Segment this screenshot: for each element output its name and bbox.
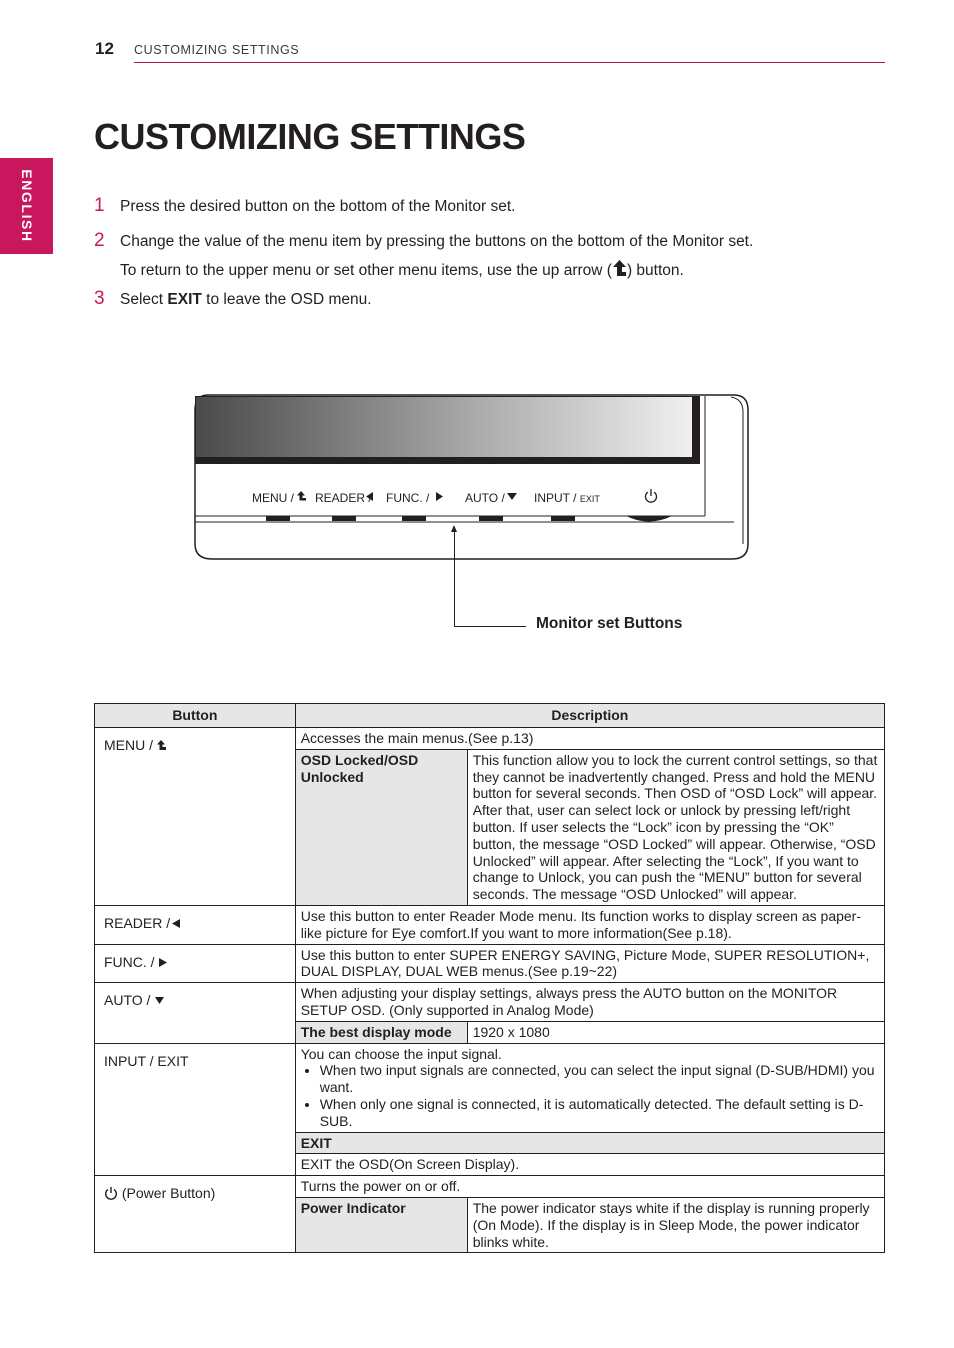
table-row [95,1043,885,1132]
down-triangle-icon [154,995,165,1006]
bezel-menu-label: MENU / [252,491,295,505]
osd-lock-description: This function allow you to lock the current control settings, so that they cannot be inadvertently changed. Press and hold the MENU button for several seconds. Then OSD of “OSD Lock” will appear. After that, user can select lock or unlock by pressing left/right button. If user selects the “Lock” icon by pressing the “OK” button, the message “OSD Locked” will appear. Otherwise, “OSD Unlocked” will appear. After selecting the “Lock”, If you want to change to Unlock, you can push the “MENU” button for several seconds. The message “OSD Unlocked” will appear. [467,749,884,905]
step-3-number: 3 [94,288,105,309]
reader-button-nub [332,516,356,521]
auto-button-nub [479,516,503,521]
header-rule [134,62,885,63]
power-button-cell: (Power Button) [95,1176,296,1253]
menu-button-cell: MENU / [95,728,296,906]
bezel-func-label: FUNC. / [386,491,430,505]
list-item: • When only one signal is connected, it is automatically detected. The default setting is D-SUB. [320,1096,879,1130]
step-1-text: Press the desired button on the bottom of the Monitor set. [120,198,516,215]
callout-line-horizontal [454,626,526,627]
callout-label: Monitor set Buttons [536,615,683,632]
table-row [95,905,885,944]
menu-description: Accesses the main menus.(See p.13) [295,728,884,750]
up-arrow-icon [157,740,167,751]
button-description-table [94,703,885,1253]
menu-button-nub [266,516,290,521]
table-header-description: Description [295,704,884,728]
auto-button-cell: AUTO / [95,983,296,1043]
table-row [95,944,885,983]
page-title: CUSTOMIZING SETTINGS [94,116,526,157]
power-indicator-description: The power indicator stays white if the display is running properly (On Mode). If the display is in Sleep Mode, the power indicator blinks white. [467,1197,884,1252]
reader-button-cell: READER / [95,905,296,944]
func-button-cell: FUNC. / [95,944,296,983]
left-triangle-icon [170,918,181,929]
bezel-reader-label: READER / [315,491,372,505]
running-header: CUSTOMIZING SETTINGS [134,43,300,57]
page-number: 12 [95,39,114,58]
step-2-text: Change the value of the menu item by pressing the buttons on the bottom of the Monitor set. [120,233,754,250]
step-1-number: 1 [94,195,105,216]
input-button-nub [551,516,575,521]
table-row [95,1176,885,1198]
callout-line [454,527,455,626]
table-header-button: Button [95,704,296,728]
best-display-mode-value: 1920 x 1080 [467,1021,884,1043]
exit-description: EXIT the OSD(On Screen Display). [295,1154,884,1176]
step-2-number: 2 [94,230,105,251]
language-tab-label: ENGLISH [19,169,35,243]
table-row [95,728,885,750]
func-description: Use this button to enter SUPER ENERGY SAVING, Picture Mode, SUPER RESOLUTION+, DUAL DISPLAY, DUAL WEB menus.(See p.19~22) [295,944,884,983]
up-arrow-icon [612,259,627,277]
exit-label: EXIT [295,1132,884,1154]
reader-description: Use this button to enter Reader Mode menu. Its function works to display screen as paper-like picture for Eye comfort.If you want to more information(See p.18). [295,905,884,944]
func-button-nub [402,516,426,521]
monitor-illustration [194,394,750,562]
step-2-note: To return to the upper menu or set other menu items, use the up arrow ( ) button. [120,259,684,280]
list-item: • When two input signals are connected, you can select the input signal (D-SUB/HDMI) you want. [320,1062,879,1096]
osd-lock-label: OSD Locked/OSD Unlocked [295,749,467,905]
input-button-cell: INPUT / EXIT [95,1043,296,1176]
bezel-auto-label: AUTO / [465,491,505,505]
table-row [95,983,885,1022]
power-description: Turns the power on or off. [295,1176,884,1198]
auto-description: When adjusting your display settings, always press the AUTO button on the MONITOR SETUP OSD. (Only supported in Analog Mode) [295,983,884,1022]
best-display-mode-label: The best display mode [295,1021,467,1043]
right-triangle-icon [158,957,169,968]
power-icon [104,1186,118,1200]
power-indicator-label: Power Indicator [295,1197,467,1252]
bezel-input-label: INPUT / EXIT [534,491,600,505]
step-3-text: Select EXIT to leave the OSD menu. [120,291,372,308]
input-description: You can choose the input signal. • When two input signals are connected, you can select the input signal (D-SUB/HDMI) you want. • When only one signal is connected, it is automatically detected. The default setting is D-SUB. [295,1043,884,1132]
